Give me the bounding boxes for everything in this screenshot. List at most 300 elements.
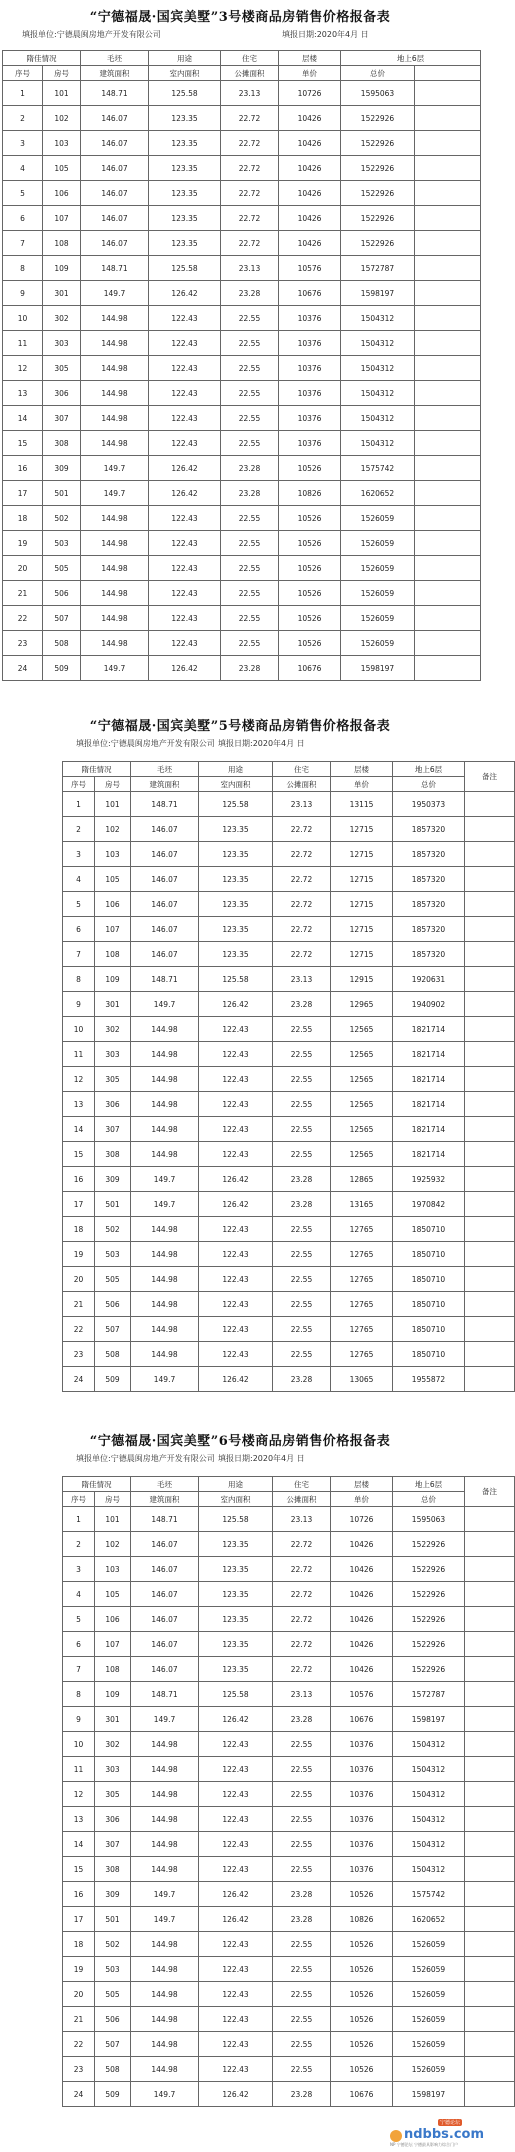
table-cell: 22.55 [273,1982,331,2007]
table-cell: 22.72 [273,1632,331,1657]
table-cell: 149.7 [131,1882,199,1907]
table-cell: 123.35 [199,1582,273,1607]
table-cell: 1575742 [393,1882,465,1907]
table-cell [465,1732,515,1757]
table-row [3,656,481,681]
table-cell: 19 [63,1242,95,1267]
table-cell: 1504312 [393,1732,465,1757]
reporting-company: 填报单位:宁德晨闽房地产开发有限公司 [22,30,161,39]
table-row [63,1017,515,1042]
table-cell: 125.58 [199,1682,273,1707]
table-cell: 1504312 [341,431,415,456]
table-cell: 22.72 [273,867,331,892]
table-cell: 109 [95,967,131,992]
table-cell: 22.55 [221,581,279,606]
table-cell [415,256,481,281]
table-cell: 1857320 [393,917,465,942]
table-cell: 23.28 [273,1707,331,1732]
table-cell [465,1192,515,1217]
table-cell: 12565 [331,1067,393,1092]
table-cell: 144.98 [81,381,149,406]
table-cell: 10426 [279,106,341,131]
table-cell: 22.55 [273,1782,331,1807]
table-cell: 503 [95,1242,131,1267]
table-cell: 22.55 [273,1342,331,1367]
table-cell: 2 [3,106,43,131]
table-cell: 22.72 [273,917,331,942]
table-cell: 10376 [331,1807,393,1832]
table-cell: 144.98 [131,1117,199,1142]
table-header-row [3,51,481,66]
table-cell: 123.35 [199,867,273,892]
table-cell: 1522926 [341,106,415,131]
table-cell: 22.55 [273,2007,331,2032]
table-cell: 149.7 [131,2082,199,2107]
table-cell: 144.98 [131,1782,199,1807]
table-cell [465,967,515,992]
table-cell: 1950373 [393,792,465,817]
header-shared-area: 公摊面积 [221,66,279,81]
table-cell: 122.43 [149,531,221,556]
header-floors: 层楼 [279,51,341,66]
table-cell: 503 [95,1957,131,1982]
table-cell: 2 [63,817,95,842]
header-seq: 序号 [63,1492,95,1507]
table-cell [465,1242,515,1267]
table-cell: 501 [95,1192,131,1217]
header-built-area: 建筑面积 [131,777,199,792]
table-cell: 122.43 [199,1117,273,1142]
table-cell: 509 [95,1367,131,1392]
table-cell: 12765 [331,1217,393,1242]
table-cell: 1526059 [341,581,415,606]
table-header-row [63,777,515,792]
table-cell: 1821714 [393,1067,465,1092]
table-cell: 22.55 [221,506,279,531]
table-cell: 144.98 [131,1142,199,1167]
table-cell [465,1267,515,1292]
table-cell [415,506,481,531]
table-cell: 12715 [331,817,393,842]
table-cell: 102 [95,817,131,842]
table-cell: 12765 [331,1242,393,1267]
table-cell: 14 [3,406,43,431]
header-inner-area: 室内面积 [199,777,273,792]
table-cell: 144.98 [81,306,149,331]
header-shared-area: 公摊面积 [273,777,331,792]
table-cell: 1857320 [393,892,465,917]
table-cell: 303 [95,1042,131,1067]
table-cell [465,1582,515,1607]
header-blank [415,66,481,81]
table-cell [465,892,515,917]
table-cell: 1595063 [393,1507,465,1532]
table-cell: 22.55 [273,1807,331,1832]
header-gross-price: 毛坯 [131,762,199,777]
table-cell: 1526059 [393,2007,465,2032]
table-cell: 12565 [331,1142,393,1167]
table-cell [465,2007,515,2032]
table-cell: 1504312 [341,381,415,406]
table-cell: 122.43 [199,1042,273,1067]
table-cell: 149.7 [81,481,149,506]
table-cell: 1522926 [393,1632,465,1657]
table-row [63,1267,515,1292]
table-cell: 149.7 [131,1192,199,1217]
table-cell: 22.72 [273,817,331,842]
table-cell: 22.72 [221,106,279,131]
table-cell: 10376 [279,331,341,356]
table-cell: 122.43 [149,606,221,631]
table-row [63,1317,515,1342]
table-cell: 12765 [331,1292,393,1317]
table-cell: 122.43 [149,631,221,656]
header-residential: 住宅 [273,762,331,777]
table-cell: 10526 [279,456,341,481]
table-cell: 102 [95,1532,131,1557]
table-cell: 10526 [279,531,341,556]
table-cell [465,1757,515,1782]
table-cell: 308 [95,1142,131,1167]
table-cell: 101 [95,1507,131,1532]
table-cell: 24 [63,1367,95,1392]
table-header-row [63,1477,515,1492]
table-cell [415,106,481,131]
table-cell: 22.55 [273,1017,331,1042]
table-cell: 10426 [331,1607,393,1632]
table-cell: 144.98 [131,1217,199,1242]
table-cell: 10376 [279,431,341,456]
table-cell: 10376 [331,1732,393,1757]
header-room: 房号 [43,66,81,81]
table-cell: 107 [95,1632,131,1657]
table-cell: 22.72 [273,1607,331,1632]
table-cell: 509 [43,656,81,681]
table-cell: 22.55 [273,1142,331,1167]
table-cell: 22.55 [273,1932,331,1957]
table-cell: 148.71 [81,256,149,281]
table-cell: 302 [95,1017,131,1042]
table-cell: 105 [43,156,81,181]
table-cell: 22.55 [273,1857,331,1882]
table-cell [465,1807,515,1832]
table-cell: 23.28 [273,1367,331,1392]
table-cell: 16 [63,1167,95,1192]
table-cell [465,1882,515,1907]
table-cell: 122.43 [149,406,221,431]
table-cell: 146.07 [131,942,199,967]
table-cell: 23.28 [273,1882,331,1907]
table-cell: 309 [43,456,81,481]
table-cell: 12565 [331,1117,393,1142]
table-cell: 12715 [331,892,393,917]
table-cell: 1850710 [393,1342,465,1367]
table-row [63,1292,515,1317]
table-cell: 13165 [331,1192,393,1217]
table-cell: 10526 [279,631,341,656]
table-cell: 144.98 [131,1732,199,1757]
table-cell [415,206,481,231]
table-cell: 1504312 [393,1857,465,1882]
table-cell: 14 [63,1832,95,1857]
table-cell: 144.98 [131,1857,199,1882]
table-cell [465,1707,515,1732]
table-cell: 23.28 [273,992,331,1017]
table-row [3,181,481,206]
table-cell: 302 [95,1732,131,1757]
table-cell: 144.98 [131,1317,199,1342]
header-total-price: 总价 [341,66,415,81]
table-cell: 19 [3,531,43,556]
table-cell: 10376 [331,1757,393,1782]
table-cell: 303 [43,331,81,356]
table-cell: 508 [95,1342,131,1367]
table-cell: 12715 [331,917,393,942]
table-cell: 122.43 [149,556,221,581]
table-row [63,2057,515,2082]
table-cell: 1821714 [393,1092,465,1117]
table-cell: 123.35 [149,181,221,206]
table-cell: 144.98 [131,2057,199,2082]
table-cell: 144.98 [131,2007,199,2032]
table-cell: 22.55 [273,2032,331,2057]
table-cell [465,2032,515,2057]
table-cell: 122.43 [199,2057,273,2082]
table-row [63,1342,515,1367]
table-cell: 10676 [331,1707,393,1732]
table-cell: 123.35 [199,1607,273,1632]
table-cell: 1522926 [393,1557,465,1582]
table-cell: 13065 [331,1367,393,1392]
table-cell [465,2057,515,2082]
table-cell: 122.43 [199,1782,273,1807]
table-cell: 1526059 [341,506,415,531]
table-cell: 144.98 [81,506,149,531]
table-cell [465,1932,515,1957]
header-room: 房号 [95,1492,131,1507]
table-cell [415,156,481,181]
table-row [3,431,481,456]
table-cell: 307 [43,406,81,431]
table-cell [415,631,481,656]
table-cell: 103 [43,131,81,156]
header-unit-price: 单价 [331,777,393,792]
table-cell: 306 [95,1807,131,1832]
table-cell: 123.35 [199,942,273,967]
table-cell [465,1217,515,1242]
table-cell: 122.43 [199,1957,273,1982]
table-cell: 122.43 [199,1317,273,1342]
table-cell: 9 [3,281,43,306]
table-cell: 22.72 [273,1532,331,1557]
table-cell: 20 [63,1982,95,2007]
table-cell: 148.71 [131,967,199,992]
table-cell [415,131,481,156]
table-cell: 109 [95,1682,131,1707]
header-usage: 用途 [199,762,273,777]
table-cell: 1526059 [341,531,415,556]
table-cell: 144.98 [131,1757,199,1782]
table-row [63,1707,515,1732]
table-cell: 122.43 [199,2007,273,2032]
table-row [63,1217,515,1242]
table-cell [415,581,481,606]
table-cell [415,481,481,506]
table-cell: 13 [63,1807,95,1832]
table-cell: 148.71 [81,81,149,106]
table-cell: 122.43 [199,1067,273,1092]
table-cell: 301 [43,281,81,306]
table-cell: 22.55 [273,1217,331,1242]
table-row [63,1042,515,1067]
table-cell: 122.43 [149,331,221,356]
table-cell: 146.07 [131,842,199,867]
table-cell: 502 [95,1932,131,1957]
table-row [63,1957,515,1982]
table-cell: 1 [63,792,95,817]
table-cell: 21 [63,1292,95,1317]
table-cell: 107 [43,206,81,231]
table-cell: 103 [95,1557,131,1582]
table-cell: 19 [63,1957,95,1982]
table-cell: 22.55 [273,1067,331,1092]
table-cell: 22.55 [221,631,279,656]
table-cell: 1857320 [393,842,465,867]
table-cell: 1522926 [393,1657,465,1682]
table-cell: 8 [63,967,95,992]
table-cell: 146.07 [81,156,149,181]
forum-logo-icon [390,2130,402,2142]
table-cell: 10726 [279,81,341,106]
table-row [63,967,515,992]
header-remarks: 备注 [465,1477,515,1507]
table-cell: 505 [95,1982,131,2007]
table-cell: 1575742 [341,456,415,481]
table-cell [465,1507,515,1532]
table-row [63,2032,515,2057]
table-cell: 144.98 [81,631,149,656]
table-cell: 1526059 [393,2032,465,2057]
table-row [63,1982,515,2007]
table-cell [465,1317,515,1342]
header-usage: 用途 [199,1477,273,1492]
table-cell: 23.28 [273,1167,331,1192]
table-cell: 6 [63,917,95,942]
table-cell [465,1042,515,1067]
table-cell: 126.42 [199,2082,273,2107]
table-row [3,331,481,356]
table-cell: 1522926 [341,231,415,256]
table-cell: 122.43 [199,1217,273,1242]
table-cell: 105 [95,867,131,892]
table-cell: 10726 [331,1507,393,1532]
reporting-date: 填报日期:2020年4月 日 [218,1454,305,1463]
table-cell: 308 [95,1857,131,1882]
header-inner-area: 室内面积 [149,66,221,81]
table-cell: 22.55 [273,1732,331,1757]
table-cell: 14 [63,1117,95,1142]
table-row [3,381,481,406]
table-cell: 10426 [279,131,341,156]
table-row [63,1832,515,1857]
table-cell: 1821714 [393,1117,465,1142]
table-row [63,917,515,942]
table-cell: 144.98 [81,406,149,431]
price-table [62,761,515,1392]
table-row [63,792,515,817]
table-cell: 123.35 [149,106,221,131]
table-cell: 149.7 [131,1167,199,1192]
table-cell: 123.35 [199,1532,273,1557]
header-floors-above: 地上6层 [393,1477,465,1492]
table-cell: 22 [3,606,43,631]
reporting-date: 填报日期:2020年4月 日 [282,30,369,39]
table-cell: 1955872 [393,1367,465,1392]
table-cell: 1 [3,81,43,106]
table-cell [465,942,515,967]
table-cell: 10526 [279,556,341,581]
header-seq: 序号 [3,66,43,81]
table-cell: 1572787 [341,256,415,281]
table-cell [415,331,481,356]
table-cell: 10526 [331,1932,393,1957]
table-cell [465,817,515,842]
forum-watermark [390,2120,485,2147]
table-cell: 10676 [331,2082,393,2107]
table-cell: 149.7 [131,1907,199,1932]
table-cell: 149.7 [131,1367,199,1392]
watermark-tagline: NP 宁德论坛 宁德最具影响力综合门户 [390,2142,458,2147]
table-cell [465,792,515,817]
table-cell: 126.42 [149,481,221,506]
table-cell: 22.55 [273,1292,331,1317]
table-cell: 10426 [279,181,341,206]
table-cell: 122.43 [199,1142,273,1167]
table-cell: 103 [95,842,131,867]
table-cell: 144.98 [131,1092,199,1117]
table-cell [415,181,481,206]
table-cell: 10526 [331,2032,393,2057]
table-cell: 23 [63,1342,95,1367]
table-cell: 7 [63,942,95,967]
table-cell: 10426 [331,1582,393,1607]
table-cell: 126.42 [199,1882,273,1907]
table-cell: 122.43 [199,1807,273,1832]
table-cell: 22.55 [273,1317,331,1342]
table-cell: 22.55 [221,306,279,331]
table-cell: 123.35 [149,231,221,256]
header-floors-above: 地上6层 [393,762,465,777]
table-cell: 23.13 [273,1682,331,1707]
table-cell [415,281,481,306]
table-row [63,1782,515,1807]
table-cell [465,1657,515,1682]
table-cell: 23.28 [221,456,279,481]
table-cell: 507 [43,606,81,631]
table-cell [465,1532,515,1557]
table-cell: 146.07 [131,1557,199,1582]
table-cell: 122.43 [199,1342,273,1367]
table-cell [415,231,481,256]
table-cell: 301 [95,992,131,1017]
table-cell: 308 [43,431,81,456]
table-cell: 10 [3,306,43,331]
table-cell: 12 [63,1782,95,1807]
header-floors: 层楼 [331,762,393,777]
header-residential: 住宅 [273,1477,331,1492]
table-cell: 106 [95,1607,131,1632]
table-cell: 146.07 [131,1632,199,1657]
